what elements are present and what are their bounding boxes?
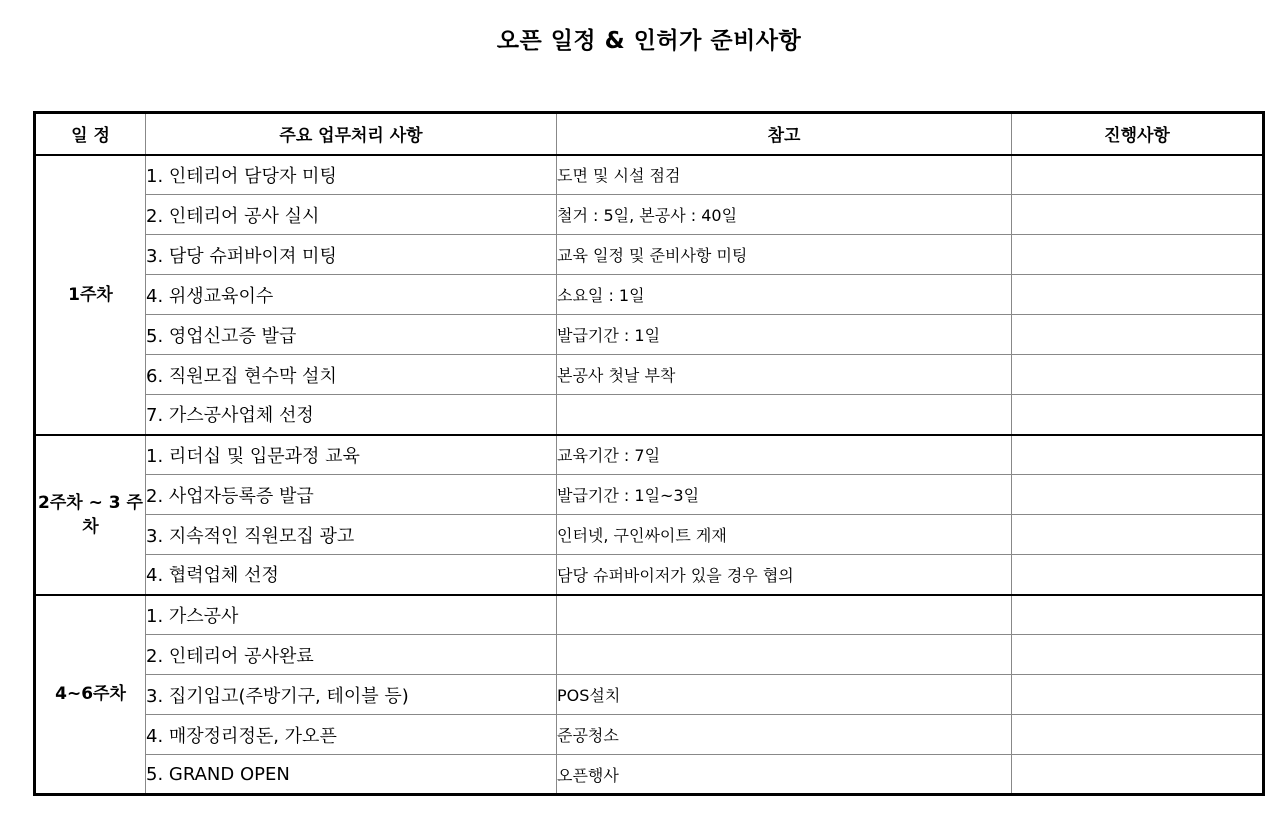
progress-cell bbox=[1012, 235, 1264, 275]
week-label: 1주차 bbox=[35, 155, 146, 435]
progress-cell bbox=[1012, 715, 1264, 755]
table-row bbox=[35, 635, 1264, 675]
week-group-2 bbox=[35, 435, 1264, 595]
task-cell: 4. 매장정리정돈, 가오픈 bbox=[146, 715, 557, 755]
task-cell: 1. 리더십 및 입문과정 교육 bbox=[146, 435, 557, 475]
table-row bbox=[35, 715, 1264, 755]
task-cell: 4. 위생교육이수 bbox=[146, 275, 557, 315]
table-row bbox=[35, 155, 1264, 195]
progress-cell bbox=[1012, 155, 1264, 195]
task-cell: 5. GRAND OPEN bbox=[146, 755, 557, 795]
week-group-3 bbox=[35, 595, 1264, 795]
schedule-table bbox=[33, 111, 1265, 796]
task-cell: 7. 가스공사업체 선정 bbox=[146, 395, 557, 435]
table-row bbox=[35, 595, 1264, 635]
progress-cell bbox=[1012, 635, 1264, 675]
note-cell bbox=[557, 395, 1012, 435]
table-row bbox=[35, 235, 1264, 275]
table-row bbox=[35, 475, 1264, 515]
task-cell: 2. 인테리어 공사 실시 bbox=[146, 195, 557, 235]
table-row bbox=[35, 675, 1264, 715]
note-cell: 발급기간 : 1일 bbox=[557, 315, 1012, 355]
table-row bbox=[35, 195, 1264, 235]
task-cell: 6. 직원모집 현수막 설치 bbox=[146, 355, 557, 395]
note-cell bbox=[557, 595, 1012, 635]
page-title: 오픈 일정 & 인허가 준비사항 bbox=[496, 28, 802, 54]
note-cell: 오픈행사 bbox=[557, 755, 1012, 795]
progress-cell bbox=[1012, 435, 1264, 475]
table-row bbox=[35, 315, 1264, 355]
table-row bbox=[35, 515, 1264, 555]
task-cell: 2. 사업자등록증 발급 bbox=[146, 475, 557, 515]
note-cell: 교육기간 : 7일 bbox=[557, 435, 1012, 475]
task-cell: 1. 인테리어 담당자 미팅 bbox=[146, 155, 557, 195]
progress-cell bbox=[1012, 355, 1264, 395]
table-row bbox=[35, 755, 1264, 795]
note-cell: 도면 및 시설 점검 bbox=[557, 155, 1012, 195]
task-cell: 3. 담당 슈퍼바이져 미팅 bbox=[146, 235, 557, 275]
header-notes: 참고 bbox=[557, 113, 1012, 155]
header-progress: 진행사항 bbox=[1012, 113, 1264, 155]
note-cell: POS설치 bbox=[557, 675, 1012, 715]
note-cell: 철거 : 5일, 본공사 : 40일 bbox=[557, 195, 1012, 235]
note-cell: 인터넷, 구인싸이트 게재 bbox=[557, 515, 1012, 555]
table-row bbox=[35, 275, 1264, 315]
note-cell bbox=[557, 635, 1012, 675]
table-row bbox=[35, 555, 1264, 595]
task-cell: 3. 집기입고(주방기구, 테이블 등) bbox=[146, 675, 557, 715]
week-label: 4~6주차 bbox=[35, 595, 146, 795]
note-cell: 소요일 : 1일 bbox=[557, 275, 1012, 315]
header-schedule: 일 정 bbox=[35, 113, 146, 155]
progress-cell bbox=[1012, 595, 1264, 635]
progress-cell bbox=[1012, 515, 1264, 555]
progress-cell bbox=[1012, 755, 1264, 795]
progress-cell bbox=[1012, 475, 1264, 515]
week-group-1 bbox=[35, 155, 1264, 435]
header-tasks: 주요 업무처리 사항 bbox=[146, 113, 557, 155]
task-cell: 1. 가스공사 bbox=[146, 595, 557, 635]
table-header-row bbox=[35, 113, 1264, 155]
note-cell: 담당 슈퍼바이저가 있을 경우 협의 bbox=[557, 555, 1012, 595]
task-cell: 3. 지속적인 직원모집 광고 bbox=[146, 515, 557, 555]
task-cell: 2. 인테리어 공사완료 bbox=[146, 635, 557, 675]
table-row bbox=[35, 395, 1264, 435]
progress-cell bbox=[1012, 395, 1264, 435]
note-cell: 발급기간 : 1일~3일 bbox=[557, 475, 1012, 515]
note-cell: 본공사 첫날 부착 bbox=[557, 355, 1012, 395]
table-row bbox=[35, 435, 1264, 475]
progress-cell bbox=[1012, 275, 1264, 315]
progress-cell bbox=[1012, 195, 1264, 235]
week-label: 2주차 ~ 3 주차 bbox=[35, 435, 146, 595]
progress-cell bbox=[1012, 315, 1264, 355]
progress-cell bbox=[1012, 675, 1264, 715]
task-cell: 4. 협력업체 선정 bbox=[146, 555, 557, 595]
note-cell: 준공청소 bbox=[557, 715, 1012, 755]
progress-cell bbox=[1012, 555, 1264, 595]
task-cell: 5. 영업신고증 발급 bbox=[146, 315, 557, 355]
table-row bbox=[35, 355, 1264, 395]
note-cell: 교육 일정 및 준비사항 미팅 bbox=[557, 235, 1012, 275]
